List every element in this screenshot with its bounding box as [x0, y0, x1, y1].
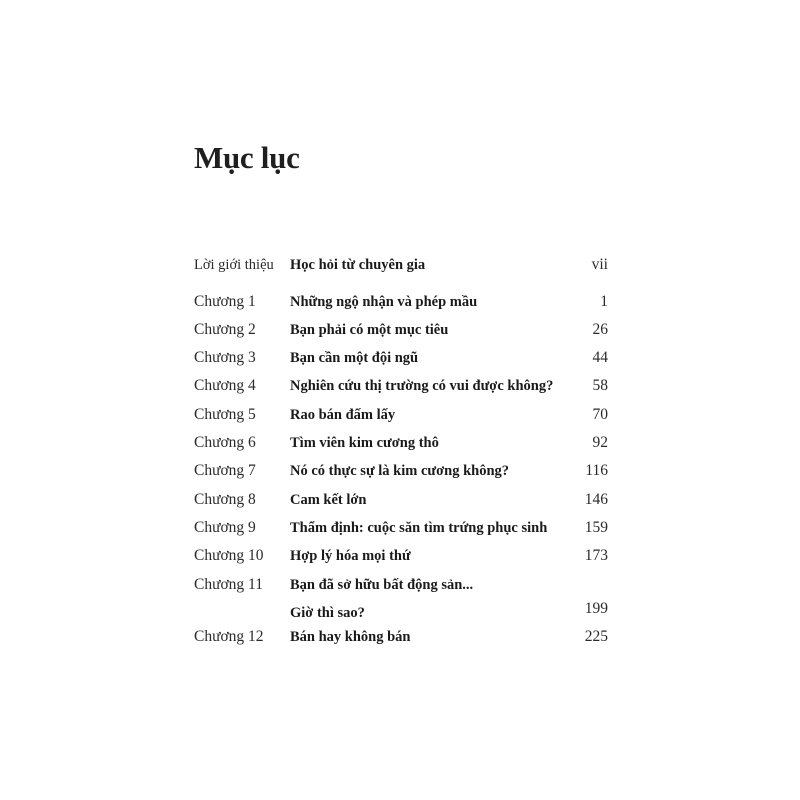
toc-label: Chương 4: [194, 377, 256, 394]
toc-row-chapter-9: [194, 517, 608, 539]
toc-row-chapter-2: [194, 319, 608, 341]
toc-entry-title: Thẩm định: cuộc săn tìm trứng phục sinh: [290, 520, 548, 536]
toc-entry-title: Nghiên cứu thị trường có vui được không?: [290, 378, 554, 394]
toc-row-intro: [194, 254, 608, 276]
toc-entry-title: Rao bán đấm lấy: [290, 407, 396, 423]
toc-row-chapter-1: [194, 291, 608, 313]
toc-label: Chương 12: [194, 628, 264, 645]
toc-page-number: 173: [584, 547, 608, 564]
toc-row-chapter-5: [194, 404, 608, 426]
toc-label: Lời giới thiệu: [194, 257, 274, 273]
toc-entry-title: [290, 574, 473, 630]
table-of-contents: [194, 0, 608, 800]
toc-label: Chương 7: [194, 462, 256, 479]
toc-page-number: 146: [584, 491, 608, 508]
toc-label: Chương 8: [194, 491, 256, 508]
page-title: Mục lục: [194, 140, 300, 175]
toc-label: Chương 5: [194, 406, 256, 423]
toc-page-number: 44: [592, 349, 608, 366]
toc-entry-title: Học hỏi từ chuyên gia: [290, 257, 426, 273]
toc-row-chapter-10: [194, 545, 608, 567]
toc-label: Chương 1: [194, 293, 256, 310]
toc-entry-title: Nó có thực sự là kim cương không?: [290, 463, 510, 479]
toc-page-number: vii: [591, 256, 608, 273]
toc-entry-title: Hợp lý hóa mọi thứ: [290, 548, 411, 564]
toc-row-chapter-4: [194, 375, 608, 397]
toc-label: Chương 6: [194, 434, 256, 451]
toc-row-chapter-12: [194, 626, 608, 648]
toc-entry-title: Những ngộ nhận và phép mầu: [290, 294, 478, 310]
toc-label: Chương 2: [194, 321, 256, 338]
toc-entry-title: Cam kết lớn: [290, 492, 367, 508]
toc-entry-title-line: Giờ thì sao?: [290, 605, 365, 621]
toc-page-number: 92: [592, 434, 608, 451]
toc-entry-title: Bạn cần một đội ngũ: [290, 350, 419, 366]
toc-entry-title: Tìm viên kim cương thô: [290, 435, 439, 451]
toc-page-number: 1: [600, 293, 608, 310]
toc-label: Chương 3: [194, 349, 256, 366]
toc-label: Chương 9: [194, 519, 256, 536]
toc-page-number: 116: [585, 462, 608, 479]
toc-row-chapter-8: [194, 489, 608, 511]
toc-row-chapter-3: [194, 347, 608, 369]
toc-page-number: 199: [584, 600, 608, 617]
toc-page-number: 58: [592, 377, 608, 394]
toc-entry-title-line: Bạn đã sở hữu bất động sản...: [290, 577, 474, 593]
toc-row-chapter-11: [194, 574, 608, 624]
toc-entry-title: Bạn phải có một mục tiêu: [290, 322, 449, 338]
toc-page-number: 225: [584, 628, 608, 645]
toc-entry-title: Bán hay không bán: [290, 629, 411, 645]
toc-row-chapter-7: [194, 460, 608, 482]
toc-label: Chương 10: [194, 547, 264, 564]
toc-page-number: 159: [584, 519, 608, 536]
toc-row-chapter-6: [194, 432, 608, 454]
toc-label: Chương 11: [194, 576, 263, 593]
toc-page-number: 70: [592, 406, 608, 423]
toc-page-number: 26: [592, 321, 608, 338]
